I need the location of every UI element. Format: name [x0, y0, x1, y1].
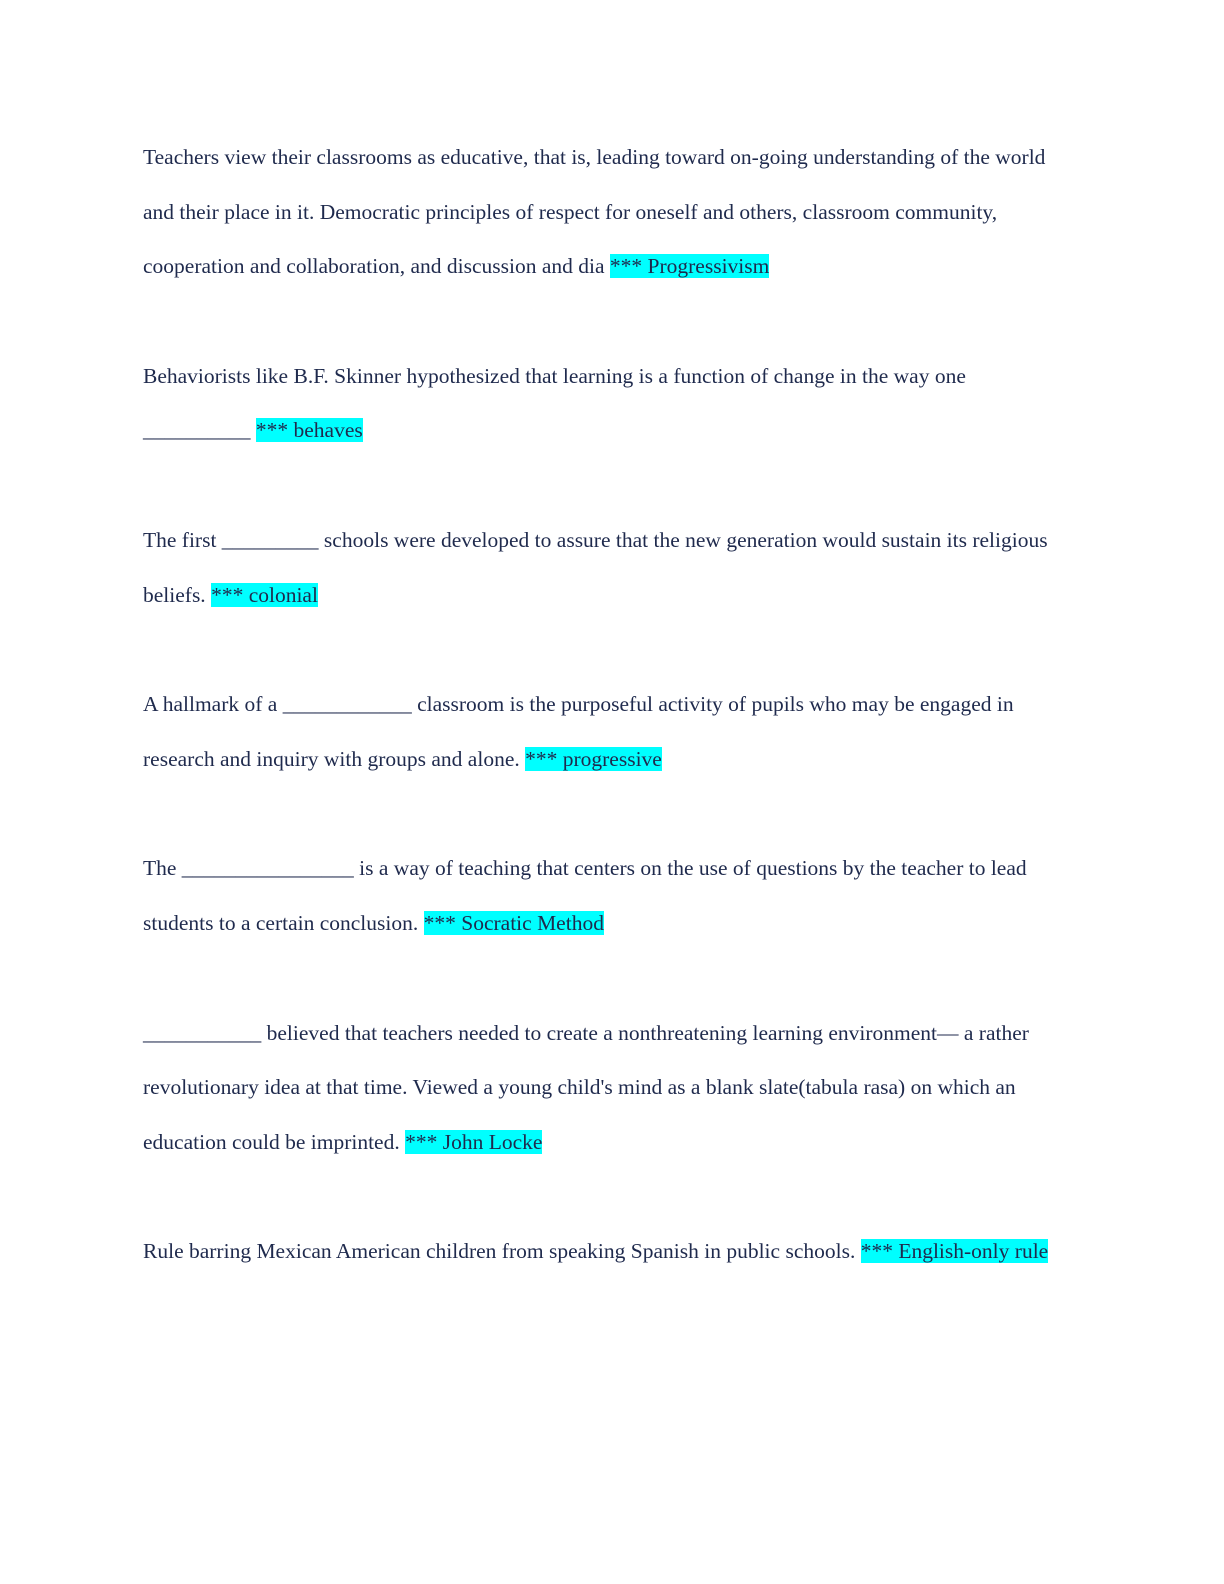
- answer-highlight: *** behaves: [255, 418, 363, 443]
- answer-highlight: *** colonial: [211, 582, 318, 607]
- qa-item-3: [143, 513, 1073, 622]
- document-body: [143, 130, 1073, 1334]
- qa-item-7: [143, 1224, 1073, 1279]
- question-text: The first _________ schools were developed to assure that the new generation would sustain its religious beliefs.: [143, 527, 1048, 607]
- question-text: The ________________ is a way of teaching that centers on the use of questions by the teacher to lead students to a certain conclusion.: [143, 856, 1027, 935]
- qa-item-2: [143, 349, 1073, 458]
- question-text: Rule barring Mexican American children from speaking Spanish in public schools.: [143, 1239, 856, 1264]
- question-text: ___________ believed that teachers needed to create a nonthreatening learning environment— a rather revolutionary idea at that time. Viewed a young child's mind as a blank slate(tabula rasa) on which an education could be imprinted.: [143, 1020, 1029, 1154]
- qa-item-4: [143, 677, 1073, 786]
- qa-item-6: [143, 1006, 1073, 1170]
- question-text: Teachers view their classrooms as educative, that is, leading toward on-going understanding of the world and their place in it. Democratic principles of respect for oneself and others, classroom community, cooperation and collaboration, and discussion and dia: [143, 145, 1046, 279]
- qa-item-1: [143, 130, 1073, 294]
- qa-item-5: [143, 841, 1073, 950]
- answer-highlight: *** Socratic Method: [423, 910, 604, 935]
- answer-highlight: *** Progressivism: [609, 254, 770, 279]
- question-text: A hallmark of a ____________ classroom is the purposeful activity of pupils who may be engaged in research and inquiry with groups and alone.: [143, 692, 1014, 771]
- answer-highlight: *** English-only rule: [860, 1239, 1049, 1264]
- answer-highlight: *** progressive: [525, 746, 662, 771]
- answer-highlight: *** John Locke: [405, 1129, 543, 1154]
- question-text: Behaviorists like B.F. Skinner hypothesized that learning is a function of change in the way one __________: [143, 363, 966, 443]
